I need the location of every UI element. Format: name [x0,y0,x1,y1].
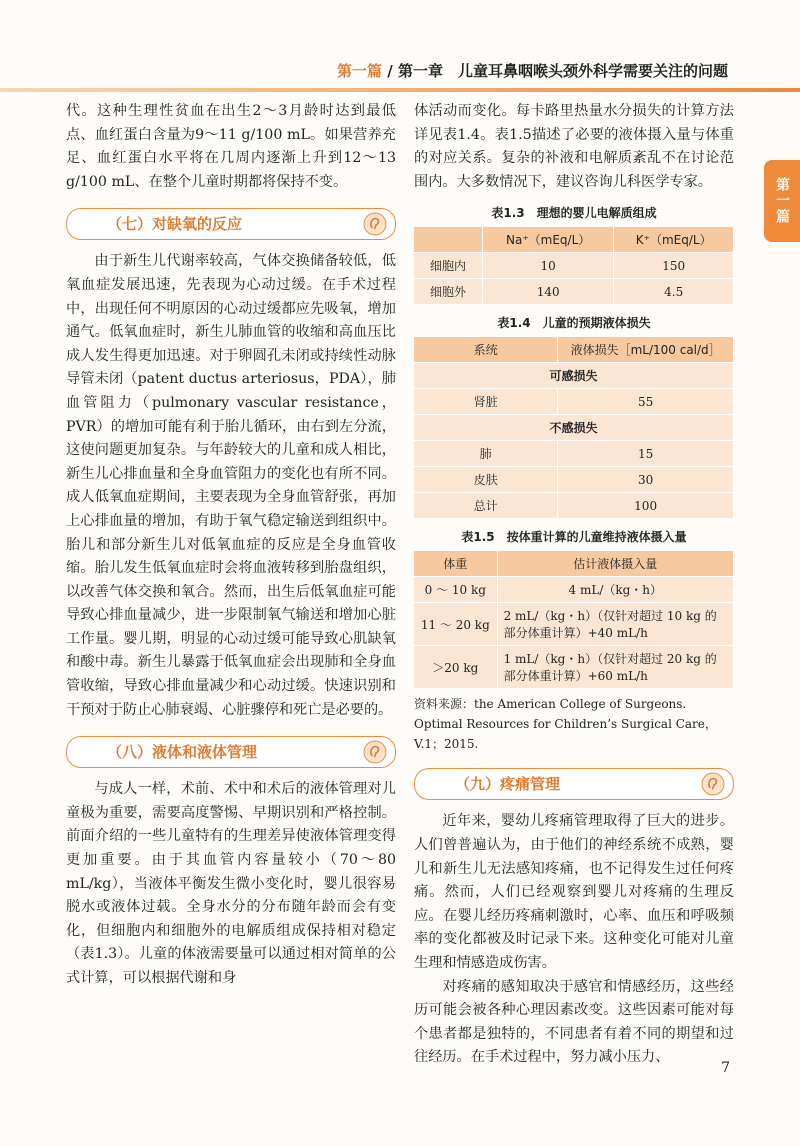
right-paragraph-2: 近年来，婴幼儿疼痛管理取得了巨大的进步。人们曾普遍认为，由于他们的神经系统不成熟，婴儿和新生儿无法感知疼痛，也不记得发生过任何疼痛。然而，人们已经观察到婴儿对疼痛的生理反应。在婴儿经历疼痛刺激时，心率、血压和呼吸频率的变化都被及时记录下来。这种变化可能对儿童生理和情感造成伤害。 [414,813,734,971]
table-row [414,363,734,389]
left-paragraph-2: 由于新生儿代谢率较高，气体交换储备较低，低氧血症发展迅速，先表现为心动过缓。在手术过程中，出现任何不明原因的心动过缓都应先吸氧，增加通气。低氧血症时，新生儿肺血管的收缩和高血压比成人发生得更加迅速。对于卵圆孔未闭或持续性动脉导管未闭（patent ductus arteriosus，PDA），肺血管阻力（pulmonary vascular resistance，PVR）的增加可能有利于胎儿循环，由右到左分流，这使问题更加复杂。与年龄较大的儿童和成人相比，新生儿心排血量和全身血管阻力的变化也有所不同。成人低氧血症期间，主要表现为全身血管舒张，再加上心排血量的增加，有助于氧气稳定输送到组织中。胎儿和部分新生儿对低氧血症的反应是全身血管收缩。胎儿发生低氧血症时会将血液转移到胎盘组织，以改善气体交换和氧合。然而，出生后低氧血症可能导致心排血量减少，进一步限制氧气输送和增加心脏工作量。婴儿期，明显的心动过缓可能导致心肌缺氧和酸中毒。新生儿暴露于低氧血症会出现肺和全身血管收缩，导致心排血量减少和心动过缓。快速识别和干预对于防止心肺衰竭、心脏骤停和死亡是必要的。 [66,253,396,718]
table-subheading: 可感损失 [414,363,734,389]
section-heading-8-text: （八）液体和液体管理 [107,743,258,762]
table-cell: 15 [558,441,734,467]
section-heading-7-text: （七）对缺氧的反应 [107,215,243,234]
table-cell: 11 ～ 20 kg [414,603,497,646]
table-row [414,646,734,689]
table-1-4-caption: 表1.4 儿童的预期液体损失 [497,316,651,331]
table-header: 估计液体摄入量 [497,551,733,577]
table-cell: 0 ～ 10 kg [414,577,497,603]
table-row [414,577,734,603]
table-1-4 [414,337,734,518]
table-cell: 100 [558,493,734,519]
table-cell: 肺 [414,441,558,467]
table-row [414,493,734,519]
left-paragraph-3: 与成人一样，术前、术中和术后的液体管理对儿童极为重要，需要高度警惕、早期识别和严格控制。前面介绍的一些儿童特有的生理差异使液体管理变得更加重要。由于其血管内容量较小（70～80 mL/kg），当液体平衡发生微小变化时，婴儿很容易脱水或液体过载。全身水分的分布随年龄而会有变化，但细胞内和细胞外的电解质组成保持相对稳定（表1.3）。儿童的体液需要量可以通过相对简单的公式计算，可以根据代谢和身 [66,781,396,986]
table-header: K⁺（mEq/L） [614,227,734,253]
left-paragraph-1: 代。这种生理性贫血在出生2～3月龄时达到最低点、血红蛋白含量为9～11 g/100 mL。如果营养充足、血红蛋白水平将在几周内逐渐上升到12～13 g/100 mL、在整个儿童时期都将保持不变。 [66,103,396,190]
ear-icon [701,772,725,796]
table-cell: 150 [614,253,734,279]
section-heading-9 [414,768,734,800]
page-number: 7 [721,1060,730,1076]
table-cell: 4 mL/（kg・h） [497,577,733,603]
table-1-5-caption: 表1.5 按体重计算的儿童维持液体摄入量 [461,530,687,545]
table-row [414,253,734,279]
table-header [414,227,482,253]
table-cell: ＞20 kg [414,646,497,689]
table-header: 系统 [414,337,558,363]
table-cell: 2 mL/（kg・h）（仅针对超过 10 kg 的部分体重计算）+40 mL/h [497,603,733,646]
header-slash: / [382,62,398,80]
header-section: 第一篇 [337,62,383,80]
table-header: 液体损失［mL/100 cal/d］ [558,337,734,363]
left-column [66,100,396,991]
table-1-3-caption: 表1.3 理想的婴儿电解质组成 [491,206,657,221]
table-cell: 肾脏 [414,389,558,415]
table-row [414,467,734,493]
table-cell: 皮肤 [414,467,558,493]
right-column [414,100,734,1070]
table-cell: 1 mL/（kg・h）（仅针对超过 20 kg 的部分体重计算）+60 mL/h [497,646,733,689]
table-cell: 细胞内 [414,253,482,279]
table-cell: 30 [558,467,734,493]
right-paragraph-3: 对疼痛的感知取决于感官和情感经历，这些经历可能会被各种心理因素改变。这些因素可能对每个患者都是独特的，不同患者有着不同的期望和过往经历。在手术过程中，努力减小压力、 [414,978,734,1066]
table-cell: 10 [482,253,614,279]
side-section-tab: 第一篇 [764,160,800,242]
table-row [414,603,734,646]
running-header [337,60,728,81]
table-row [414,415,734,441]
table-source-note: 资料来源：the American College of Surgeons. Optimal Resources for Children’s Surgical Care，V.1；2015. [414,697,717,752]
header-rule [0,88,800,92]
section-heading-9-text: （九）疼痛管理 [455,775,561,794]
header-chapter: 第一章 [397,62,443,80]
ear-icon [363,740,387,764]
table-row [414,279,734,305]
table-cell: 细胞外 [414,279,482,305]
table-header: 体重 [414,551,497,577]
table-cell: 140 [482,279,614,305]
table-cell: 55 [558,389,734,415]
table-cell: 总计 [414,493,558,519]
right-paragraph-1: 体活动而变化。每卡路里热量水分损失的计算方法详见表1.4。表1.5描述了必要的液体摄入量与体重的对应关系。复杂的补液和电解质紊乱不在讨论范围内。大多数情况下，建议咨询儿科医学专家。 [414,103,734,190]
table-row [414,441,734,467]
section-heading-8 [66,736,396,768]
table-1-5 [414,551,734,688]
table-header: Na⁺（mEq/L） [482,227,614,253]
table-subheading: 不感损失 [414,415,734,441]
header-title: 儿童耳鼻咽喉头颈外科学需要关注的问题 [457,62,728,80]
table-cell: 4.5 [614,279,734,305]
table-1-3 [414,227,734,304]
ear-icon [363,212,387,236]
table-row [414,389,734,415]
section-heading-7 [66,208,396,240]
